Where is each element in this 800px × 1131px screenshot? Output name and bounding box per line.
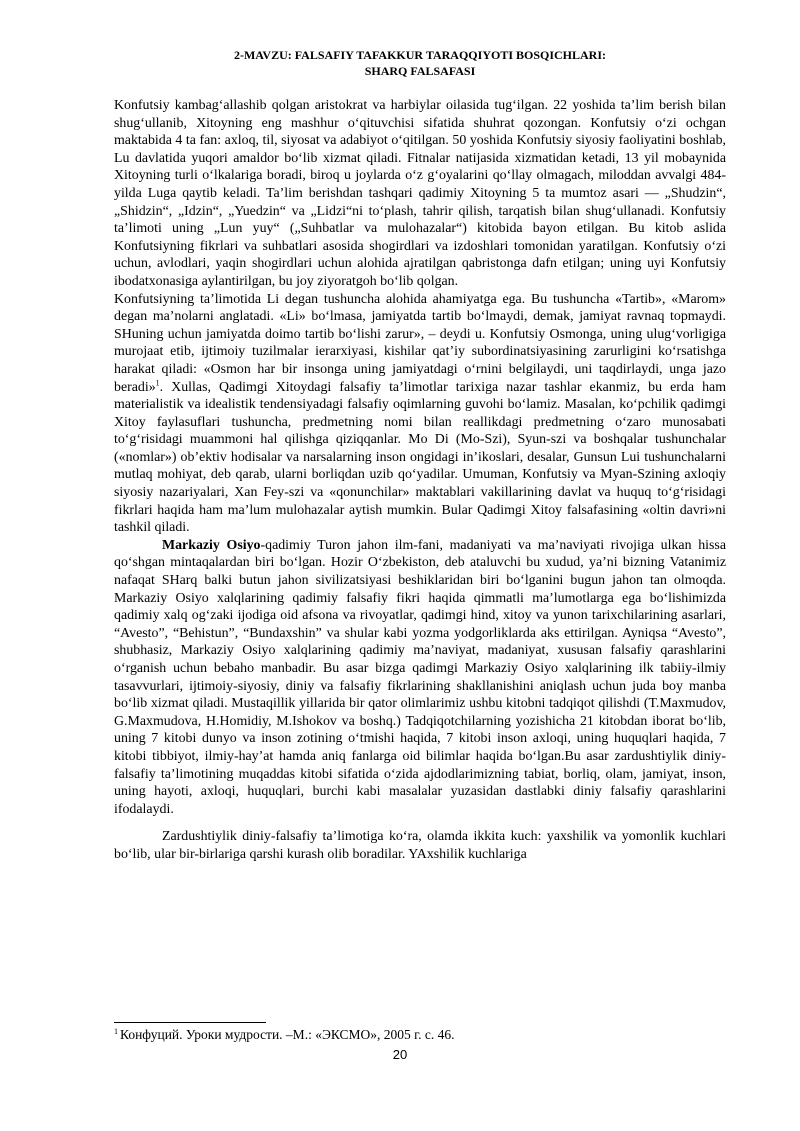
footnote-text: Конфуций. Уроки мудрости. –М.: «ЭКСМО», 2005 г. с. 46. <box>120 1027 455 1042</box>
body-text <box>114 97 726 864</box>
chapter-title-line-1: 2-MAVZU: FALSAFIY TAFAKKUR TARAQQIYOTI BOSQICHLARI: <box>233 48 607 62</box>
paragraph-central-asia <box>114 537 726 819</box>
paragraph-zoroastrianism: Zardushtiylik diniy-falsafiy ta’limotiga ko‘ra, olamda ikkita kuch: yaxshilik va yomonlik kuchlari bo‘lib, ular bir-birlariga qarshi kurash olib boradilar. YAxshilik kuchlariga <box>114 829 726 862</box>
chapter-title-line-2: SHARQ FALSAFASI <box>364 64 476 78</box>
paragraph-central-asia-text: -qadimiy Turon jahon ilm-fani, madaniyati va ma’naviyati rivojiga ulkan hissa qo‘shgan mintaqalardan biri bo‘lgan. Hozir O‘zbekiston, deb ataluvchi bu xudud, ya’ni bizning Vatanimiz nafaqat SHarq balki butun jahon sivilizatsiyasi beshiklaridan biri bo‘lganini bugun jahon tan olmoqda. Markaziy Osiyo xalqlarining qadimiy falsafiy fikri haqida qimmatli ma’lumotlarga ega bo‘lishimizda qadimiy xalq og‘zaki ijodiga oid afsona va rivoyatlar, qadimgi hind, xitoy va yunon tarixchilarining asarlari, “Avesto”, “Behistun”, “Bundaxshin” va shular kabi yozma yodgorliklarda aks ettirilgan. Ayniqsa “Avesto”, shubhasiz, Markaziy Osiyo xalqlarining qadimiy ma’naviyat, madaniyat, xususan falsafiy qarashlarini o‘rganish uchun bebaho manbadir. Bu asar bizga qadimgi Markaziy Osiyo xalqlarining ilk tabiiy-ilmiy tasavvurlari, ijtimoiy-siyosiy, diniy va falsafiy fikrlarining shakllanishini aniqlash uchun juda boy manba bo‘lib xizmat qiladi. Mustaqillik yillarida bir qator olimlarimiz ushbu kitobni tadqiqot qilishdi (T.Maxmudov, G.Maxmudova, H.Homidiy, M.Ishokov va boshq.) Tadqiqotchilarning yozishicha 21 kitobdan iborat bo‘lib, uning 7 kitobi dunyo va inson zotining o‘tmishi haqida, 7 kitobi inson axloqi, uning huquqlari haqida, 7 kitobi tibbiyot, ilmiy-hay’at hamda aniq fanlarga oid bilimlar haqida bo‘lgan.Bu asar zardushtiylik diniy-falsafiy ta’limotining muqaddas kitobi sifatida o‘zida ajdodlarimizning tabiat, borliq, olam, jamiyat, inson, uning hayoti, axloqi, huquqlari, burchi kabi masalalar yuzasidan dastlabki diniy falsafiy qarashlarini ifodalaydi. <box>114 537 726 817</box>
paragraph-li-text-after: . Xullas, Qadimgi Xitoydagi falsafiy ta’limotlar tarixiga nazar tashlar ekanmiz, bu erda ham materialistik va idealistik tendensiyadagi falsafiy oqimlarning guvohi bo‘lamiz. Masalan, ko‘pchilik qadimgi Xitoy faylasuflari tushuncha, predmetning nomi bilan reallikdagi predmetning o‘zaro munosabati to‘g‘risidagi muammoni hal qilishga qiziqqanlar. Mo Di (Mo-Szi), Syun-szi va boshqalar tushunchalar («nomlar») ob’ektiv hodisalar va narsalarning inson ongidagi in’ikoslari, desalar, Gunsun Lui tushunchalarni mutlaq mohiyat, deb qarab, ularni borliqdan uzib qo‘yadilar. Umuman, Konfutsiy va Myan-Szining axloqiy siyosiy nazariyalari, Xan Fey-szi va «qonunchilar» maktablari vakillarining davlat va huquq to‘g‘risidagi fikrlari haqida ham ma’lum mulohazalar aytish mumkin. Bular Qadimgi Xitoy falsafasining «oltin davri»ni tashkil qiladi. <box>114 379 726 536</box>
paragraph-li-concept <box>114 291 726 537</box>
chapter-header <box>114 47 726 79</box>
central-asia-term: Markaziy Osiyo <box>162 537 261 553</box>
paragraph-li-text-before: Konfutsiyning ta’limotida Li degan tushuncha alohida ahamiyatga ega. Bu tushuncha «Tartib», «Marom» degan ma’nolarni anglatadi. «Li» bo‘lmasa, jamiyatda tartib bo‘lmaydi, demak, jamiyat ravnaq topmaydi. SHuning uchun jamiyatda doimo tartib bo‘lishi zarur», – deydi u. Konfutsiy Osmonga, uning ulug‘vorligiga murojaat etib, ijtimoiy tuzilmalar ierarxiyasi, kishilar qat’iy subordinatsiyasining zarurligini ko‘rsatishga harakat qiladi: «Osmon har bir insonga uning jamiyatdagi o‘rnini belgilaydi, uni taqdirlaydi, unga jazo beradi» <box>114 291 726 395</box>
footnote <box>114 1026 726 1043</box>
paragraph-confucius-biography: Konfutsiy kambag‘allashib qolgan aristokrat va harbiylar oilasida tug‘ilgan. 22 yoshida ta’lim berish bilan shug‘ullanib, Xitoyning eng mashhur o‘qituvchisi sifatida shuhrat qozongan. Konfutsiy o‘zi ochgan maktabida 4 ta fan: axloq, til, siyosat va adabiyot o‘qitilgan. 50 yoshida Konfutsiy siyosiy faoliyatini boshlab, Lu davlatida yuqori amaldor bo‘lib xizmat qiladi. Fitnalar natijasida xizmatidan ketadi, 13 yil mobaynida Xitoyning turli o‘lkalariga boradi, biroq u joylarda o‘z g‘oyalarini qo‘llay olmagach, miloddan avvalgi 484-yilda Luga qaytib keladi. Ta’lim berishdan tashqari qadimiy Xitoyning 5 ta mumtoz asari — „Shudzin“, „Shidzin“, „Idzin“, „Yuedzin“ va „Lidzi“ni to‘plash, tahrir qilish, tarqatish bilan shug‘ullanadi. Konfutsiy ta’limoti uning „Lun yuy“ („Suhbatlar va mulohazalar“) kitobida bayon etilgan. Bu kitob aslida Konfutsiyning fikrlari va suhbatlari asosida shogirdlari va izdoshlari tomonidan yaratilgan. Konfutsiy o‘zi uchun, avlodlari, yaqin shogirdlari uchun alohida ajratilgan qabristonga dafn etilgan; uning uyi Konfutsiy ibodatxonasiga aylantirilgan, bu joy ziyoratgoh bo‘lib qolgan. <box>114 98 726 289</box>
footnote-mark: 1 <box>114 1026 118 1036</box>
footnote-divider <box>114 1022 266 1023</box>
page-number: 20 <box>392 1047 408 1062</box>
footnote-reference[interactable]: 1 <box>155 377 160 387</box>
